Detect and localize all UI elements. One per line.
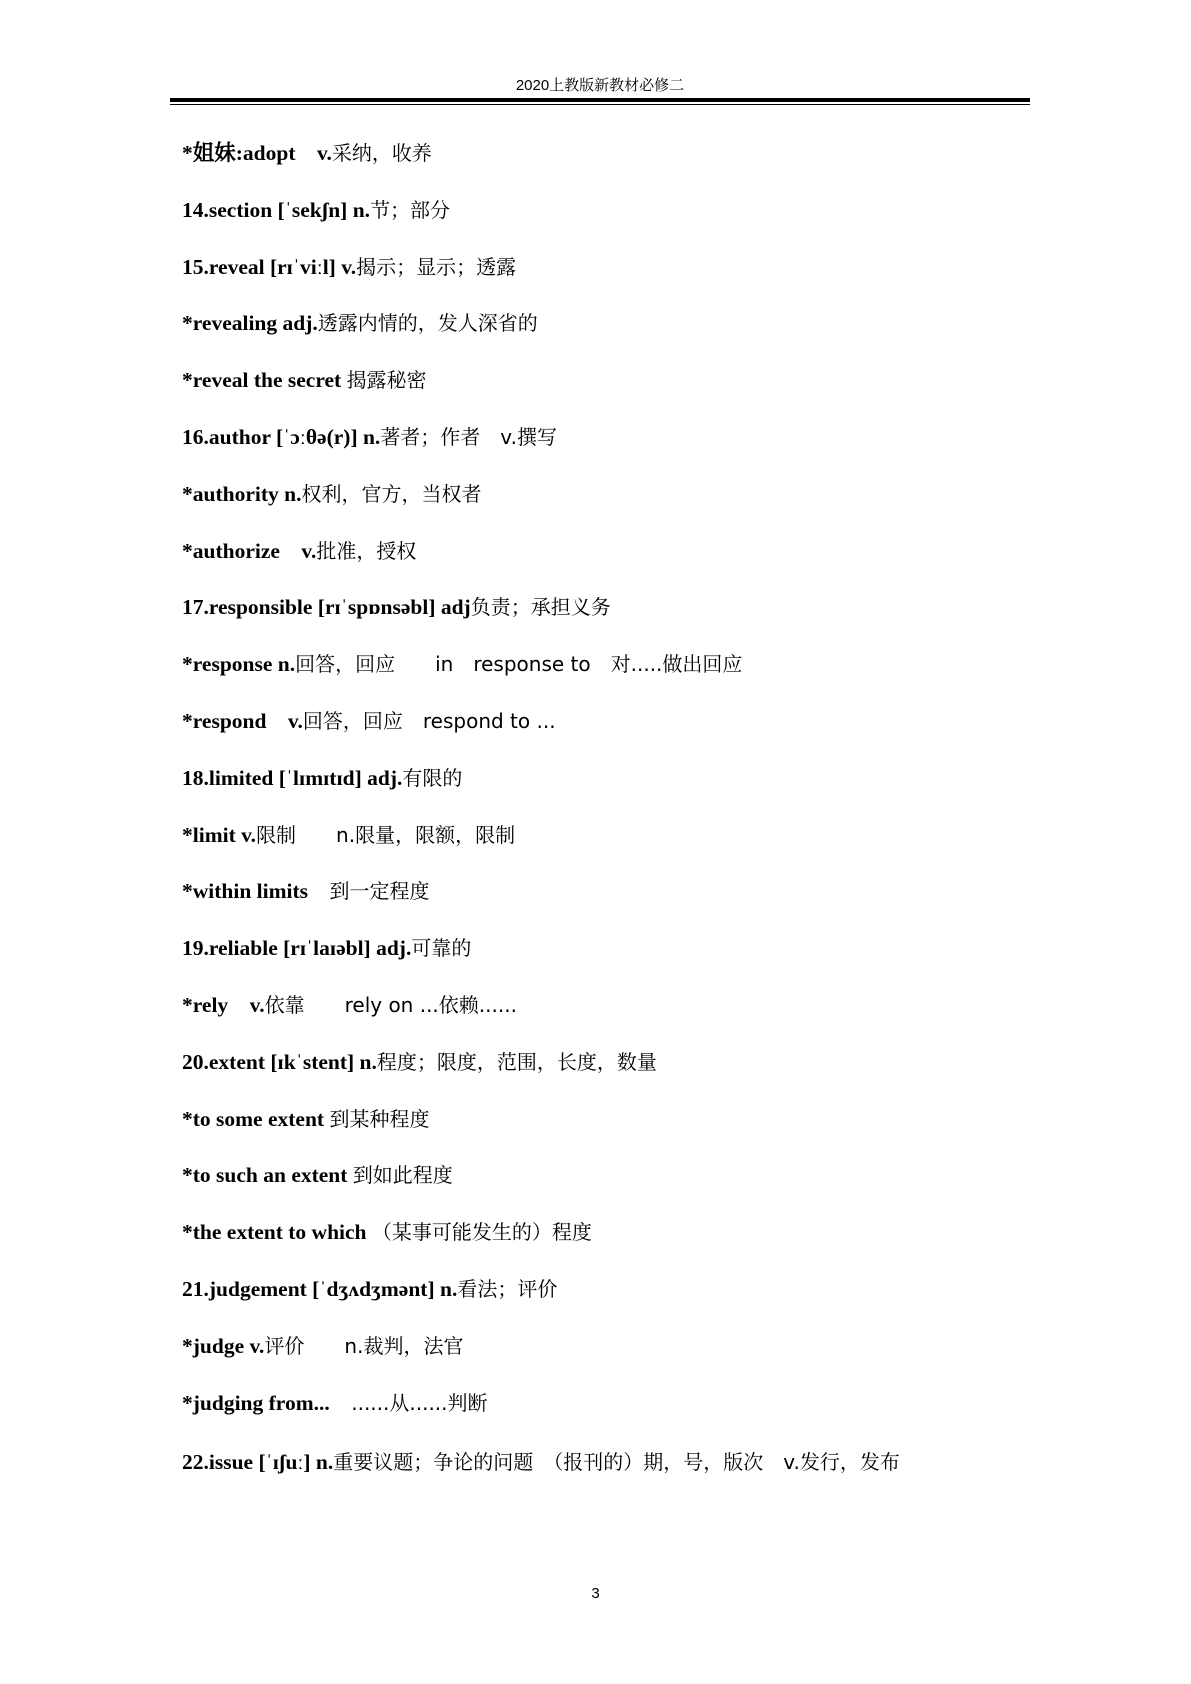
entry-term: *the extent to which — [182, 1220, 372, 1245]
entry-definition: 有限的 — [402, 765, 463, 790]
entry-definition: 依靠 rely on ...依赖...... — [264, 992, 517, 1017]
vocab-entry — [182, 706, 1032, 763]
entry-term: 21.judgement [ˈdʒʌdʒmənt] n. — [182, 1276, 458, 1301]
entry-term: *姐妹:adopt v. — [182, 141, 332, 165]
vocab-entry — [182, 479, 1032, 536]
entry-definition: 节；部分 — [370, 197, 451, 222]
entry-definition: 揭示；显示；透露 — [356, 254, 517, 279]
vocab-entry — [182, 1444, 1032, 1481]
vocab-entry — [182, 876, 1032, 933]
entry-definition: 评价 n.裁判，法官 — [264, 1333, 464, 1358]
entry-term: 14.section [ˈsekʃn] n. — [182, 197, 371, 222]
entry-definition: 负责；承担义务 — [470, 595, 611, 620]
entry-term: *limit v. — [182, 822, 257, 847]
entry-term: *revealing adj. — [182, 311, 318, 336]
entry-definition: 采纳，收养 — [331, 141, 432, 165]
entry-term: 15.reveal [rɪˈviːl] v. — [182, 254, 357, 279]
page-header: 2020上教版新教材必修二 — [515, 77, 685, 94]
entry-definition: 可靠的 — [411, 936, 472, 961]
entry-term: 16.author [ˈɔːθə(r)] n. — [182, 424, 381, 449]
entry-definition: 权利，官方，当权者 — [301, 481, 482, 506]
entry-definition: 限制 n.限量，限额，限制 — [256, 822, 516, 847]
entry-definition: 批准，授权 — [316, 538, 417, 563]
entry-term: 18.limited [ˈlɪmɪtɪd] adj. — [182, 765, 403, 790]
entry-term: *judging from... — [182, 1390, 352, 1415]
entry-definition: （某事可能发生的）程度 — [371, 1220, 592, 1245]
entry-definition: 重要议题；争论的问题 （报刊的）期，号，版次 v.发行，发布 — [333, 1450, 900, 1475]
entry-term: 22.issue [ˈɪʃuː] n. — [182, 1450, 334, 1475]
vocab-entry — [182, 763, 1032, 820]
vocab-entry — [182, 138, 1032, 195]
entry-definition: 透露内情的，发人深省的 — [317, 311, 538, 336]
vocab-entry — [182, 422, 1032, 479]
vocab-entry — [182, 536, 1032, 593]
entry-definition: 看法；评价 — [457, 1276, 558, 1301]
vocab-entry — [182, 1160, 1032, 1217]
vocab-entry — [182, 308, 1032, 365]
entry-definition: 到一定程度 — [329, 879, 430, 904]
vocab-entry — [182, 1331, 1032, 1388]
vocab-entry — [182, 1217, 1032, 1274]
vocab-entry — [182, 933, 1032, 990]
entry-term: *authorize v. — [182, 538, 317, 563]
entry-definition: 回答，回应 respond to ... — [302, 708, 556, 733]
entry-definition: 揭露秘密 — [346, 368, 427, 393]
vocab-entry — [182, 649, 1032, 706]
vocab-entry — [182, 990, 1032, 1047]
entry-definition: 著者；作者 v.撰写 — [380, 424, 557, 449]
entry-term: *to such an extent — [182, 1163, 353, 1188]
entry-term: *respond v. — [182, 708, 303, 733]
entry-definition: 到某种程度 — [329, 1106, 430, 1131]
entry-term: *to some extent — [182, 1106, 330, 1131]
entry-term: 17.responsible [rɪˈspɒnsəbl] adj — [182, 595, 471, 620]
header-rule-thick — [170, 98, 1030, 102]
entry-term: *reveal the secret — [182, 368, 347, 393]
vocab-entry — [182, 365, 1032, 422]
vocab-entry — [182, 820, 1032, 877]
entry-definition: 程度；限度，范围，长度，数量 — [376, 1049, 657, 1074]
vocab-entry — [182, 1047, 1032, 1104]
header-rule-thin — [170, 104, 1030, 105]
vocab-entry — [182, 195, 1032, 252]
entry-term: *authority n. — [182, 481, 302, 506]
entry-term: *response n. — [182, 652, 296, 677]
vocab-entry — [182, 592, 1032, 649]
entry-term: 20.extent [ɪkˈstent] n. — [182, 1049, 377, 1074]
entry-term: 19.reliable [rɪˈlaɪəbl] adj. — [182, 936, 412, 961]
page-number: 3 — [591, 1585, 600, 1602]
entry-term: *within limits — [182, 879, 330, 904]
vocab-entry — [182, 1104, 1032, 1161]
entry-definition: 到如此程度 — [352, 1163, 453, 1188]
vocab-entry — [182, 252, 1032, 309]
entry-definition: 回答，回应 in response to 对.....做出回应 — [295, 652, 743, 677]
vocab-entry — [182, 1274, 1032, 1331]
vocabulary-list — [182, 138, 1032, 1481]
entry-definition: ......从......判断 — [351, 1390, 488, 1415]
entry-term: *rely v. — [182, 992, 265, 1017]
vocab-entry — [182, 1388, 1032, 1445]
entry-term: *judge v. — [182, 1333, 265, 1358]
